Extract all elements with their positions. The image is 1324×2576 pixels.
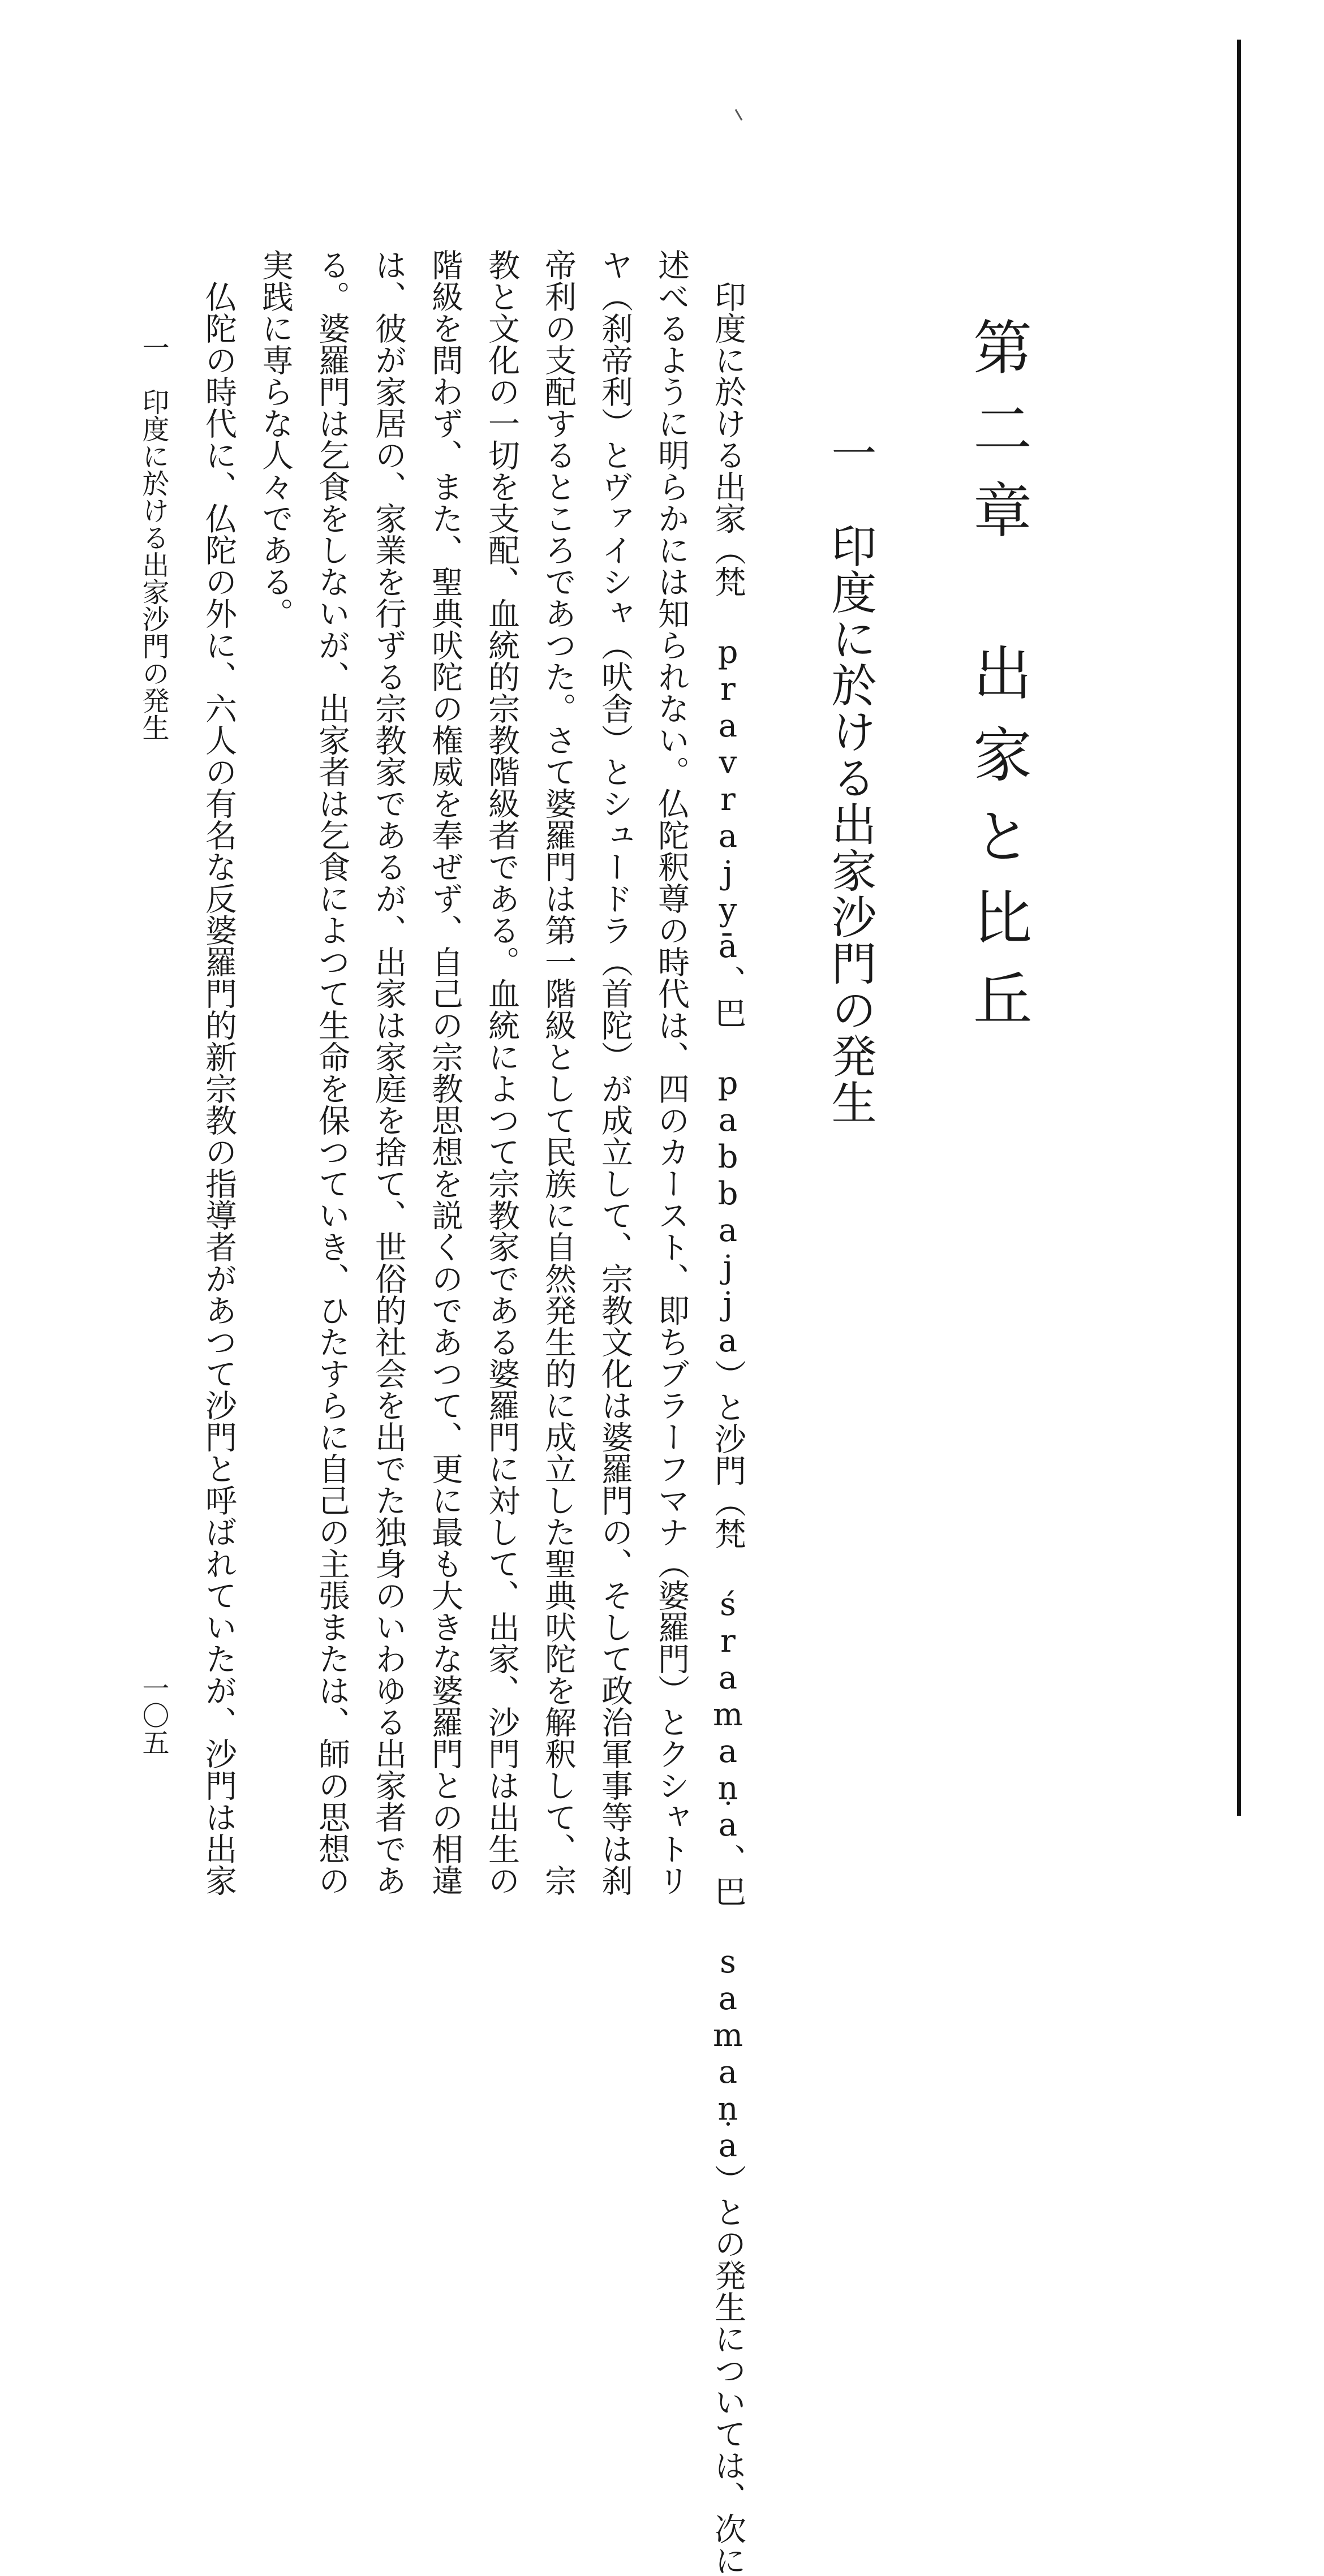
section-title: 一 印度に於ける出家沙門の発生	[824, 430, 876, 1126]
page-number: 一〇五	[137, 1674, 169, 1756]
body-line: は、彼が家居の、家業を行ずる宗教家であるが、出家は家庭を捨て、世俗的社会を出でた独身のいわゆる出家者であ	[370, 249, 407, 1896]
chapter-title: 第二章 出家と比丘	[963, 317, 1032, 1050]
body-line: 帝利の支配するところであつた。さて婆羅門は第一階級として民族に自然発生的に成立した聖典吠陀を解釈して、宗	[540, 249, 577, 1896]
stray-mark	[735, 109, 743, 121]
body-line: 仏陀の時代に、仏陀の外に、六人の有名な反婆羅門的新宗教の指導者があつて沙門と呼ばれていたが、沙門は出家	[200, 281, 237, 1896]
body-line: る。婆羅門は乞食をしないが、出家者は乞食によつて生命を保つていき、ひたすらに自己の主張または、師の思想の	[313, 249, 350, 1896]
body-line: ヤ（刹帝利）とヴァイシャ（吠舎）とシュードラ（首陀）が成立して、宗教文化は婆羅門の、そして政治軍事等は刹	[596, 249, 633, 1896]
body-line: 教と文化の一切を支配、血統的宗教階級者である。血統によつて宗教家である婆羅門に対して、出家、沙門は出生の	[483, 249, 520, 1896]
body-line: 実践に専らな人々である。	[257, 249, 294, 629]
page-edge-shadow	[1237, 40, 1241, 1816]
body-line: 印度に於ける出家（梵 pravrajyā、巴 pabbajja）と沙門（梵 śramaṇa、巴 samaṇa）との発生については、次に	[710, 281, 746, 2576]
body-line: 述べるように明らかには知られない。仏陀釈尊の時代は、四のカースト、即ちブラーフマナ（婆羅門）とクシャトリ	[653, 249, 690, 1896]
running-header: 一 印度に於ける出家沙門の発生	[137, 334, 169, 741]
body-line: 階級を問わず、また、聖典吠陀の権威を奉ぜず、自己の宗教思想を説くのであつて、更に最も大きな婆羅門との相違	[427, 249, 463, 1896]
